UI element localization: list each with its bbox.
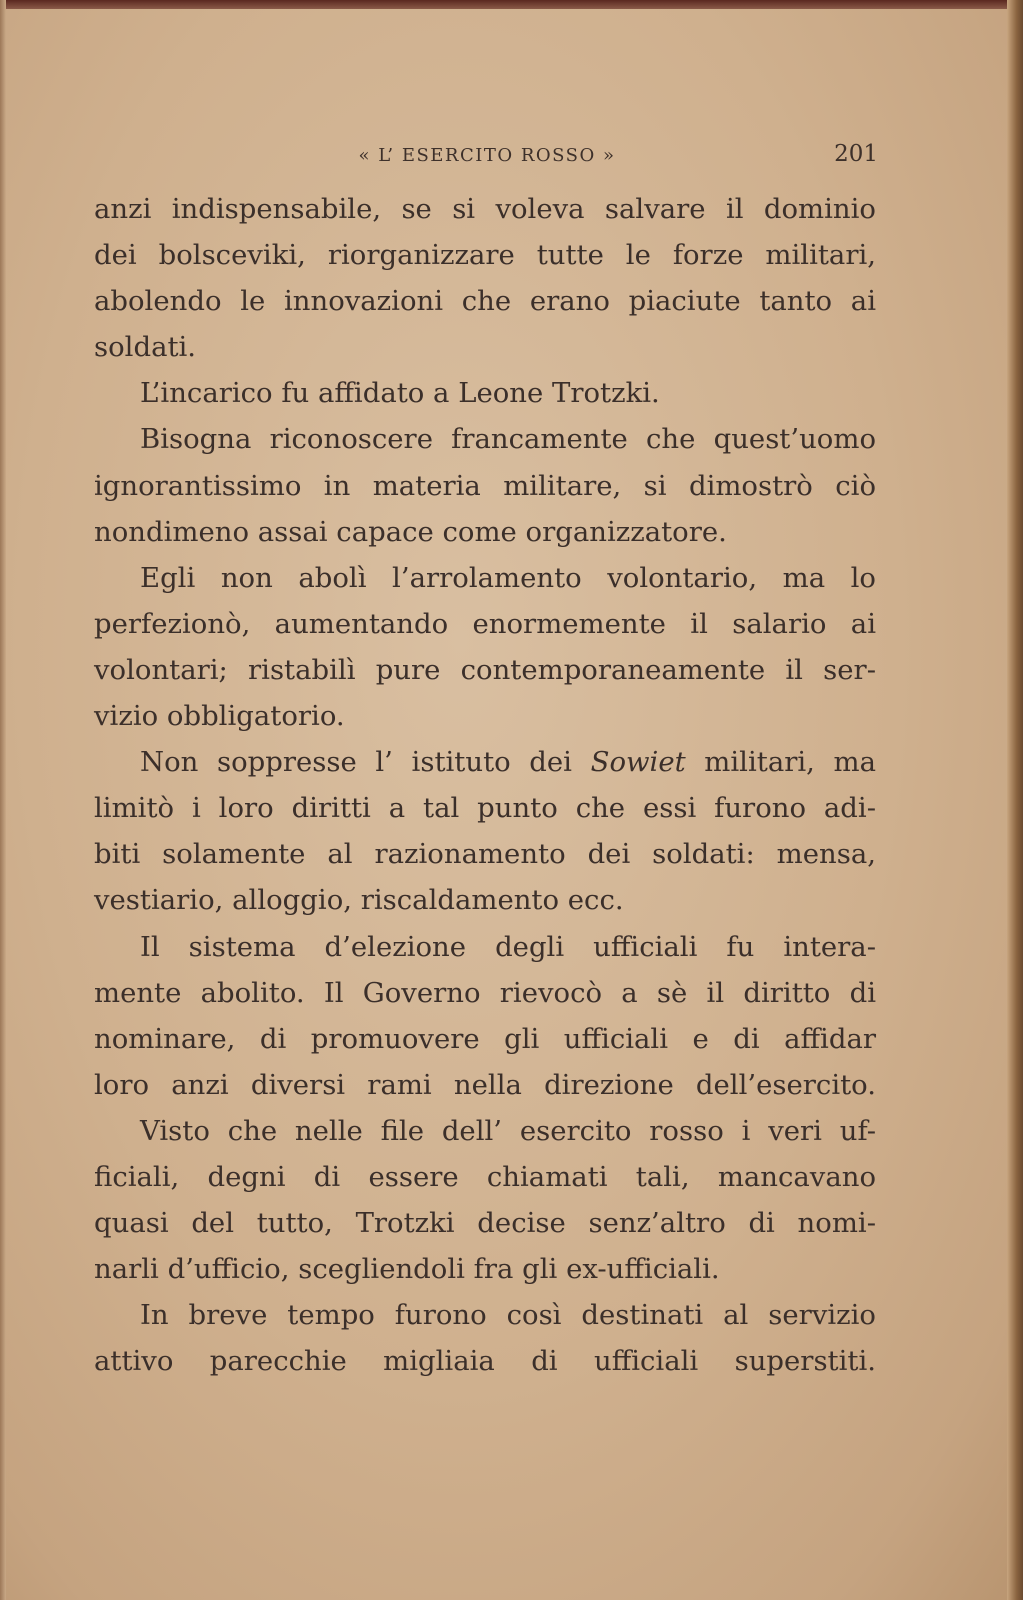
page-number: 201 [834, 141, 878, 167]
text-line: limitò i loro diritti a tal punto che essi furono adi- [94, 792, 876, 825]
text-segment: Non soppresse l’ istituto dei [140, 746, 591, 779]
text-line: Bisogna riconoscere francamente che quest’uomo [140, 423, 876, 456]
text-line: attivo parecchie migliaia di ufficiali superstiti. [94, 1345, 876, 1378]
page-top-edge [0, 0, 1023, 9]
text-line: ignorantissimo in materia militare, si dimostrò ciò [94, 469, 876, 502]
text-segment: militari, ma [685, 746, 876, 779]
text-line: In breve tempo furono così destinati al servizio [140, 1299, 876, 1332]
text-line: mente abolito. Il Governo rievocò a sè il diritto di [94, 976, 876, 1009]
page-right-edge [1007, 0, 1023, 1600]
text-line: quasi del tutto, Trotzki decise senz’altro di nomi- [94, 1207, 876, 1240]
page-header [96, 141, 878, 171]
text-line: loro anzi diversi rami nella direzione dell’esercito. [94, 1068, 876, 1101]
text-line: Egli non abolì l’arrolamento volontario, ma lo [140, 561, 876, 594]
text-line: dei bolsceviki, riorganizzare tutte le forze militari, [94, 239, 876, 272]
text-line: abolendo le innovazioni che erano piaciute tanto ai [94, 285, 876, 318]
running-title: « L’ ESERCITO ROSSO » [358, 145, 616, 166]
italic-term: Sowiet [590, 746, 686, 779]
text-line: anzi indispensabile, se si voleva salvare il dominio [94, 193, 876, 225]
text-line: vestiario, alloggio, riscaldamento ecc. [94, 884, 624, 917]
text-line: perfezionò, aumentando enormemente il salario ai [94, 607, 876, 640]
text-line: ficiali, degni di essere chiamati tali, mancavano [94, 1160, 876, 1193]
text-line: nominare, di promuovere gli ufficiali e di affidar [94, 1022, 876, 1055]
text-line: soldati. [94, 331, 197, 364]
text-line [94, 739, 876, 785]
page-left-edge [0, 0, 6, 1600]
text-line: biti solamente al razionamento dei soldati: mensa, [94, 838, 876, 871]
text-line: volontari; ristabilì pure contemporaneamente il ser- [94, 653, 876, 686]
text-line: narli d’ufficio, scegliendoli fra gli ex-ufficiali. [94, 1253, 720, 1286]
text-line: L’incarico fu affidato a Leone Trotzki. [140, 377, 660, 410]
text-line: nondimeno assai capace come organizzatore. [94, 515, 727, 548]
body-text [94, 186, 876, 1384]
text-line: vizio obbligatorio. [94, 700, 345, 733]
text-line: Visto che nelle file dell’ esercito rosso i veri uf- [140, 1114, 876, 1147]
text-line: Il sistema d’elezione degli ufficiali fu intera- [140, 930, 876, 963]
